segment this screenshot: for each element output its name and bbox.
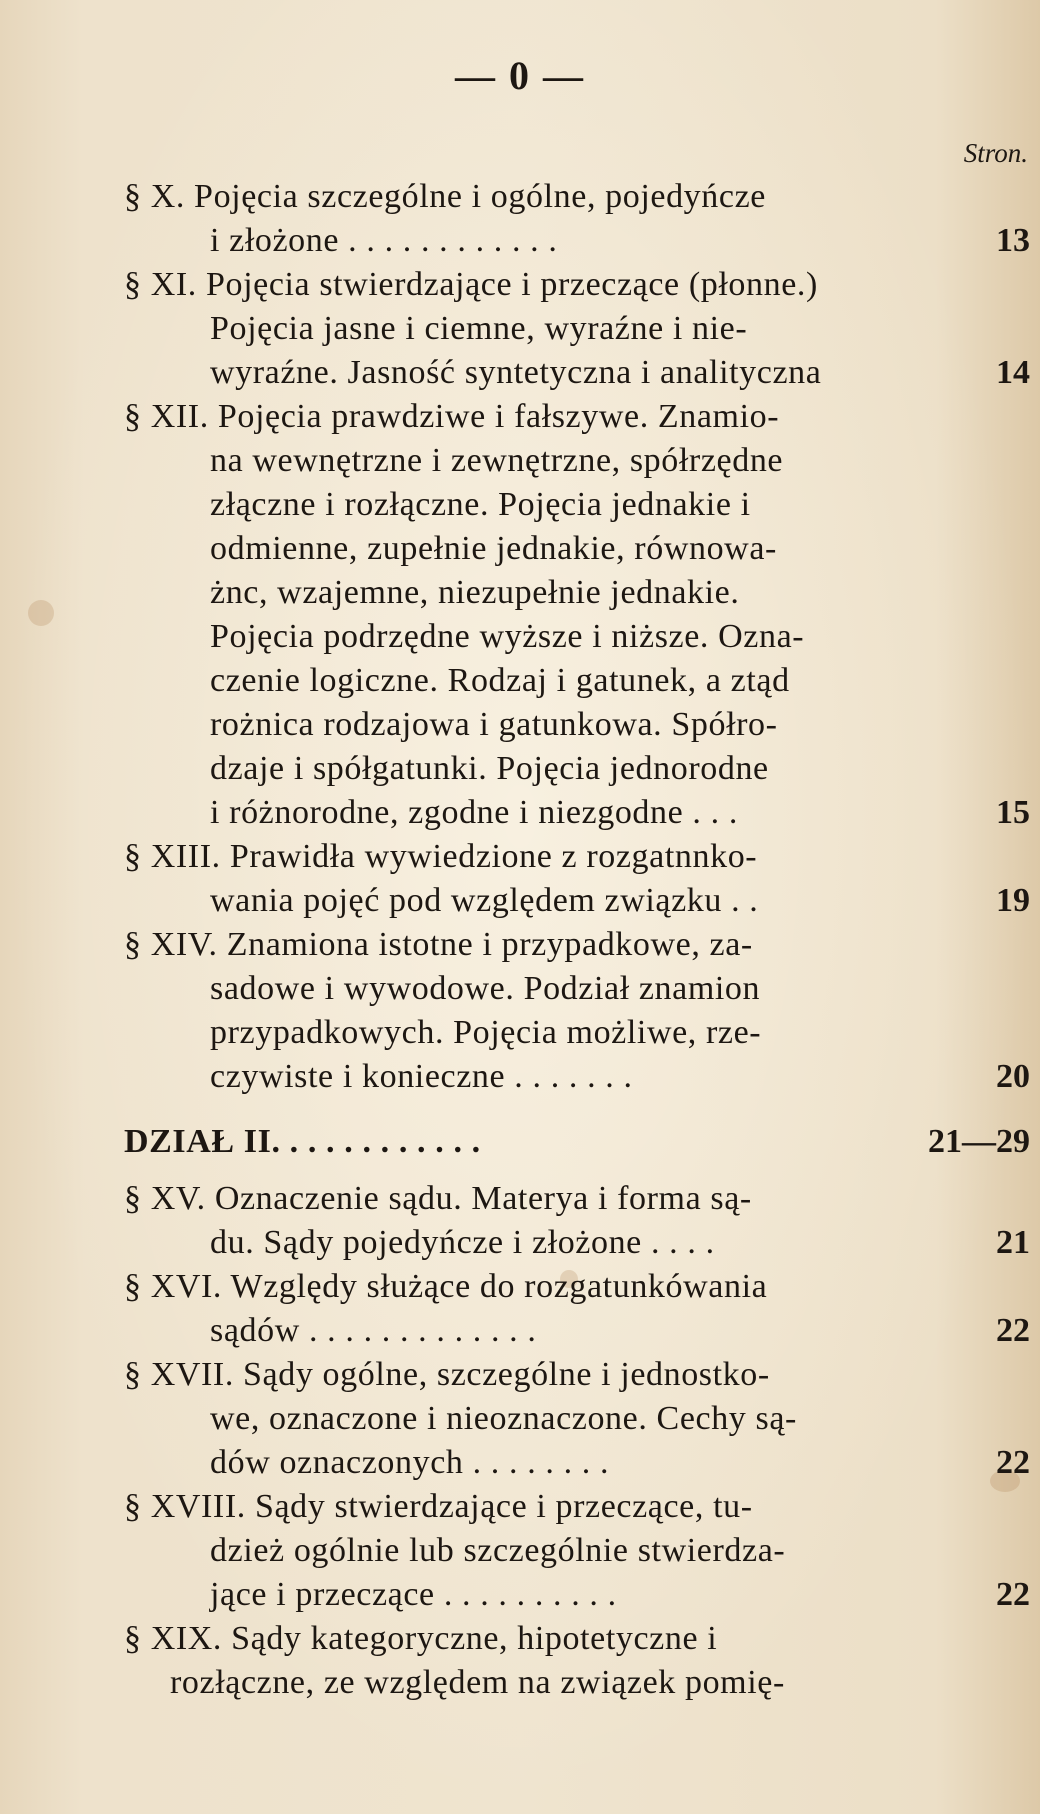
page-number-header: — 0 — — [455, 53, 585, 98]
toc-line: § XVII. Sądy ogólne, szczególne i jednostko- — [124, 1356, 770, 1393]
toc-page-number: 19 — [996, 882, 1030, 919]
toc-line: § XI. Pojęcia stwierdzające i przeczące (płonne.) — [124, 266, 818, 303]
toc-page-number: 21 — [996, 1224, 1030, 1261]
toc-line: § XIX. Sądy kategoryczne, hipotetyczne i — [124, 1620, 718, 1657]
toc-line: jące i przeczące . . . . . . . . . . — [210, 1576, 617, 1613]
toc-line: dzaje i spółgatunki. Pojęcia jednorodne — [210, 750, 769, 787]
toc-line: § XVIII. Sądy stwierdzające i przeczące, tu- — [124, 1488, 753, 1525]
toc-line: dzież ogólnie lub szczególnie stwierdza- — [210, 1532, 786, 1569]
toc-page-number: 13 — [996, 222, 1030, 259]
toc-page-range: 21—29 — [928, 1123, 1030, 1160]
toc-line: odmienne, zupełnie jednakie, równowa- — [210, 530, 777, 567]
toc-line: sądów . . . . . . . . . . . . . — [210, 1312, 537, 1349]
toc-line: i różnorodne, zgodne i niezgodne . . . — [210, 794, 738, 831]
toc-line: § XII. Pojęcia prawdziwe i fałszywe. Znamio- — [124, 398, 780, 435]
toc-page-number: 20 — [996, 1058, 1030, 1095]
pages-column-label: Stron. — [963, 138, 1028, 168]
toc-line: Pojęcia jasne i ciemne, wyraźne i nie- — [210, 310, 748, 347]
toc-line: czywiste i konieczne . . . . . . . — [210, 1058, 633, 1095]
toc-line: sadowe i wywodowe. Podział znamion — [210, 970, 761, 1007]
toc-line: złączne i rozłączne. Pojęcia jednakie i — [210, 486, 751, 523]
toc-line: § XVI. Względy służące do rozgatunkówania — [124, 1268, 768, 1305]
toc-line: we, oznaczone i nieoznaczone. Cechy są- — [210, 1400, 797, 1437]
toc-line: przypadkowych. Pojęcia możliwe, rze- — [210, 1014, 762, 1051]
toc-line: § XIV. Znamiona istotne i przypadkowe, za- — [124, 926, 753, 963]
toc-line: na wewnętrzne i zewnętrzne, spółrzędne — [210, 442, 784, 479]
toc-line: i złożone . . . . . . . . . . . . — [210, 222, 558, 259]
toc-line: czenie logiczne. Rodzaj i gatunek, a ztąd — [210, 662, 790, 699]
toc-line: Pojęcia podrzędne wyższe i niższe. Ozna- — [210, 618, 805, 655]
toc-page-number: 22 — [996, 1444, 1030, 1481]
toc-line: § X. Pojęcia szczególne i ogólne, pojedyńcze — [124, 178, 766, 215]
toc-line: wyraźne. Jasność syntetyczna i analityczna — [210, 354, 822, 391]
toc-page-number: 15 — [996, 794, 1030, 831]
toc-page-number: 14 — [996, 354, 1030, 391]
toc-line: dów oznaczonych . . . . . . . . — [210, 1444, 610, 1481]
toc-page-number: 22 — [996, 1312, 1030, 1349]
toc-page-number: 22 — [996, 1576, 1030, 1613]
toc-line: § XIII. Prawidła wywiedzione z rozgatnnko- — [124, 838, 758, 875]
toc-line: rożnica rodzajowa i gatunkowa. Spółro- — [210, 706, 778, 743]
toc-line: du. Sądy pojedyńcze i złożone . . . . — [210, 1224, 715, 1261]
stain — [28, 600, 54, 626]
toc-line: rozłączne, ze względem na związek pomię- — [170, 1664, 785, 1701]
section-title: DZIAŁ II. . . . . . . . . . . . — [124, 1123, 481, 1160]
toc-line: żnc, wzajemne, niezupełnie jednakie. — [210, 574, 740, 611]
toc-line: wania pojęć pod względem związku . . — [210, 882, 759, 919]
toc-line: § XV. Oznaczenie sądu. Materya i forma są- — [124, 1180, 752, 1217]
